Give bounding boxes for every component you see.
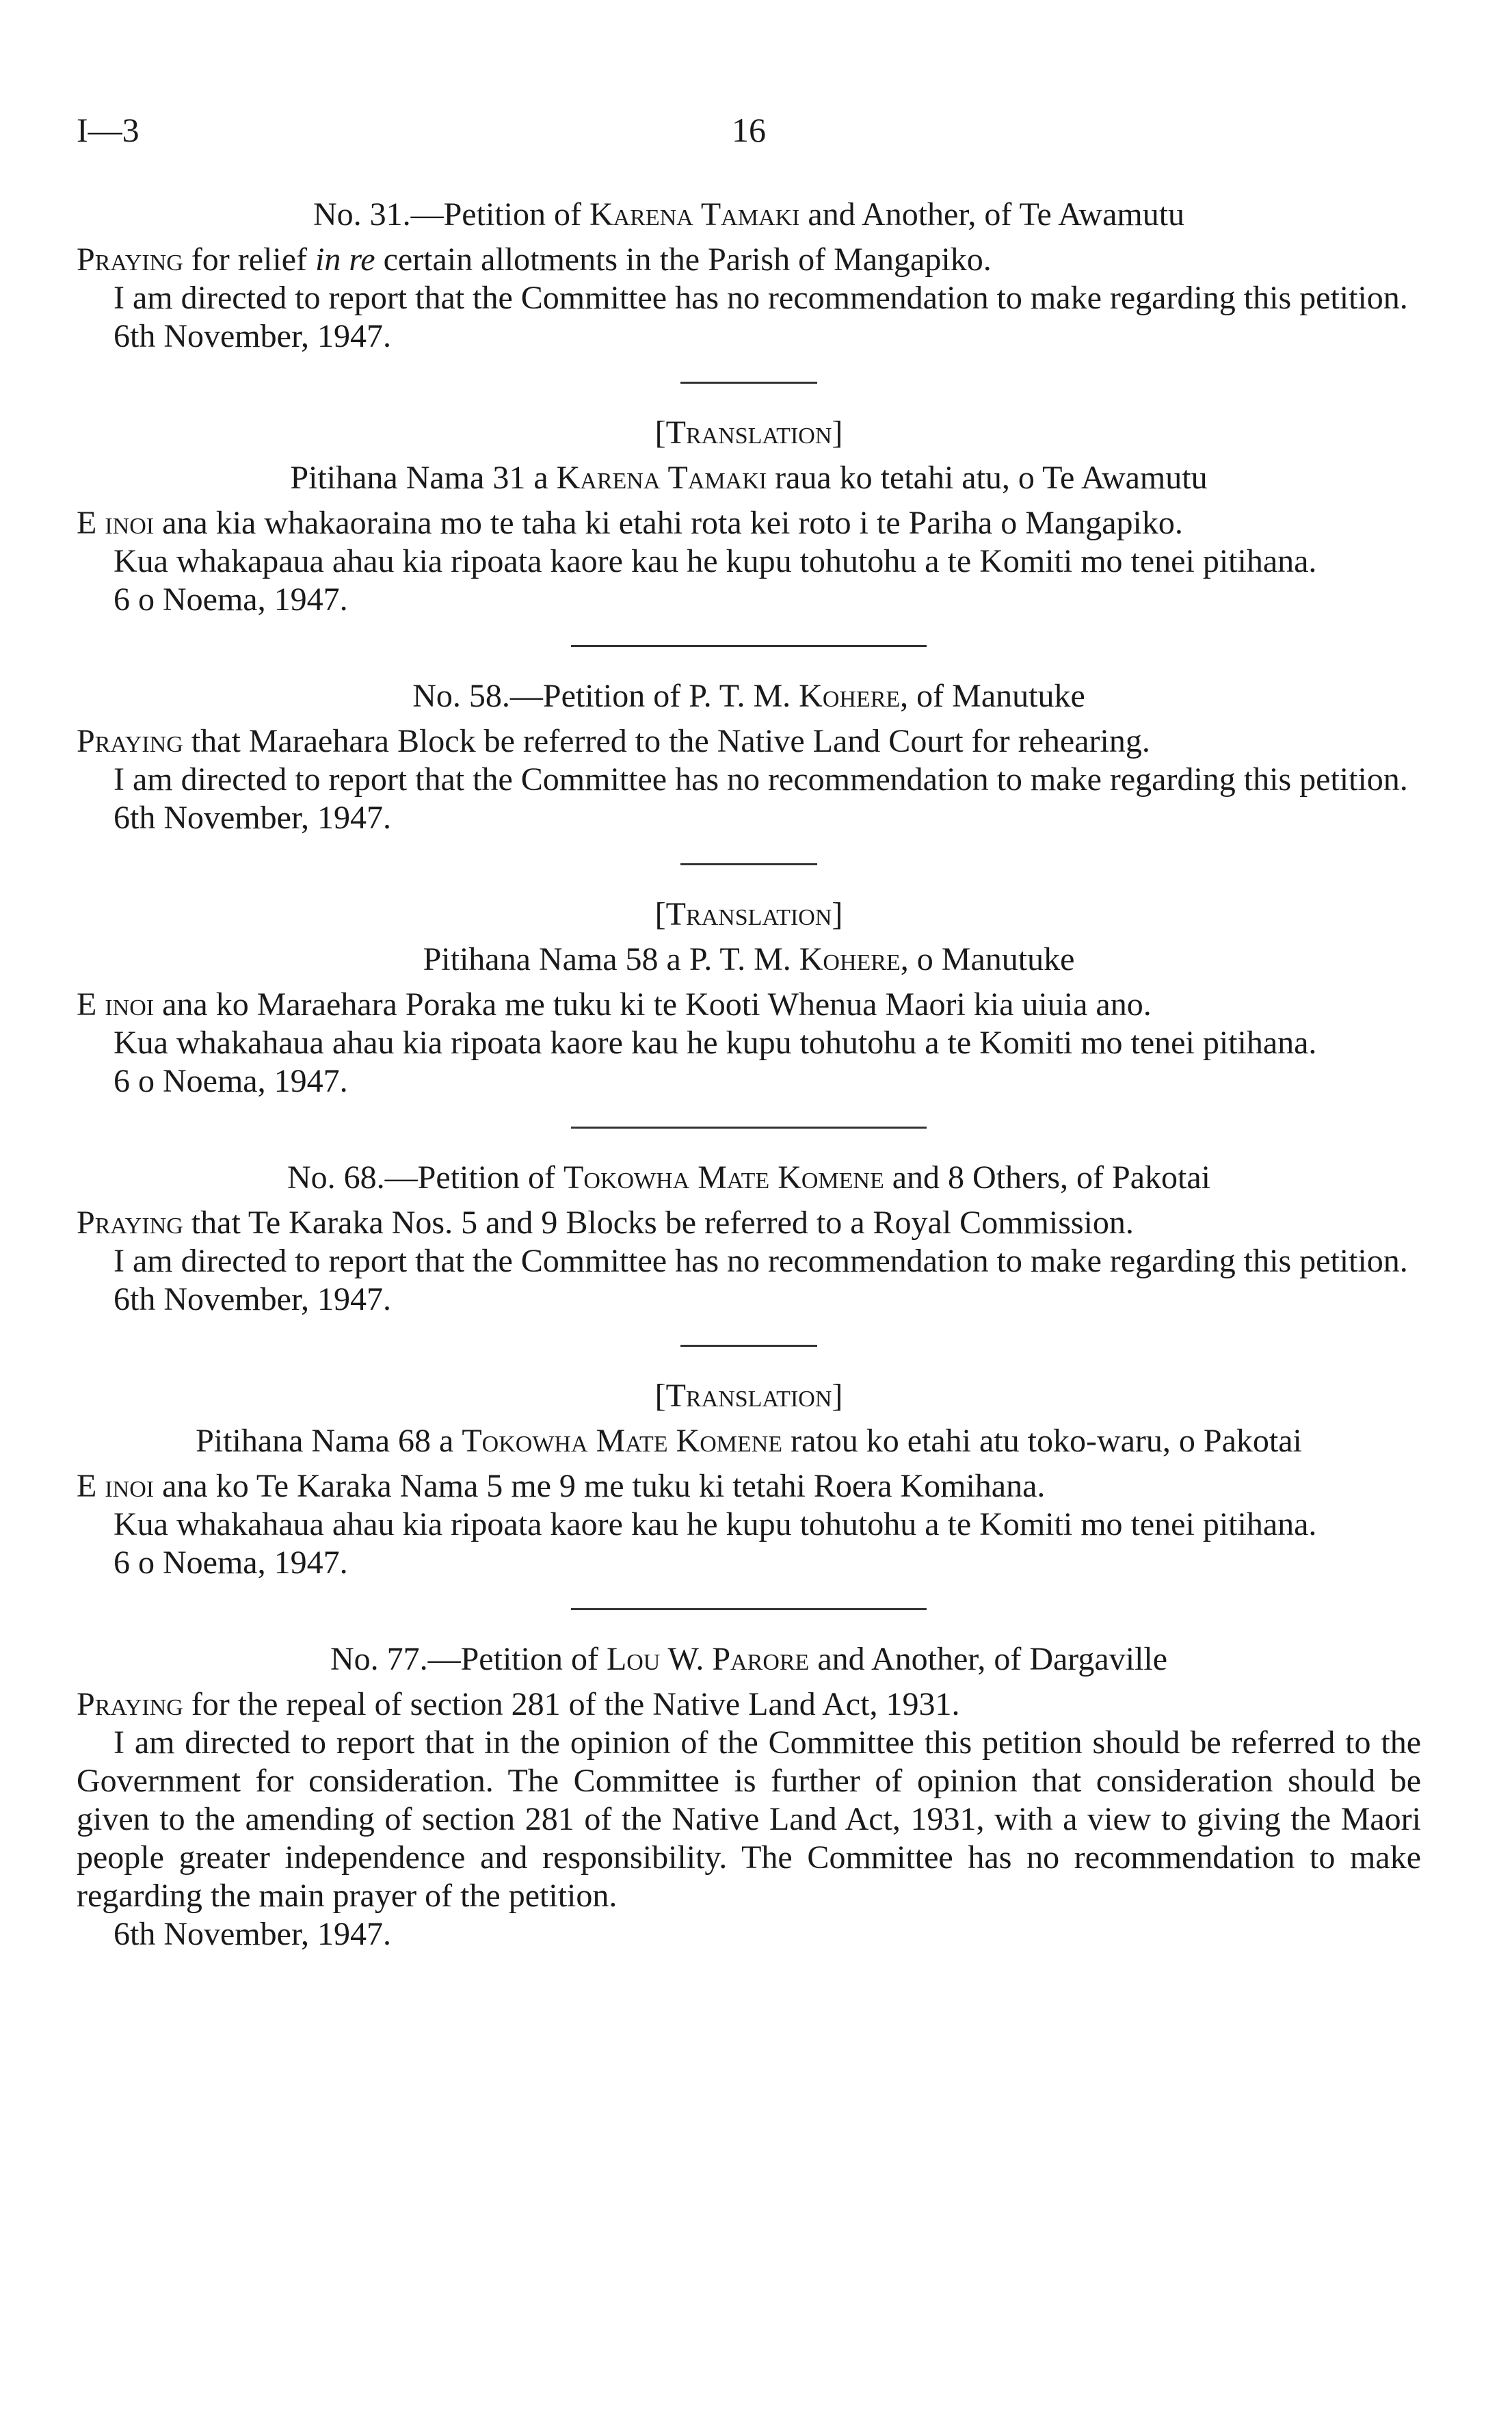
petition-title: No. 58.—Petition of P. T. M. Kohere, of Manutuke	[412, 678, 1085, 714]
translation-report: Kua whakahaua ahau kia ripoata kaore kau he kupu tohutohu a te Komiti mo tenei pitihana.	[114, 1025, 1317, 1061]
translation-date: 6 o Noema, 1947.	[114, 1063, 348, 1099]
divider	[571, 1127, 927, 1129]
translation-heading: [Translation]	[654, 415, 843, 451]
report-paragraph: I am directed to report that the Committee has no recommendation to make regarding this petition.	[114, 1243, 1408, 1279]
divider	[571, 1608, 927, 1610]
praying-paragraph: Praying for the repeal of section 281 of the Native Land Act, 1931.	[77, 1686, 960, 1722]
petition-68	[77, 1159, 1421, 1610]
praying-paragraph: Praying for relief in re certain allotments in the Parish of Mangapiko.	[77, 241, 992, 278]
inoi-paragraph: E inoi ana ko Te Karaka Nama 5 me 9 me tuku ki tetahi Roera Komihana.	[77, 1468, 1046, 1504]
translation-heading: [Translation]	[654, 1378, 843, 1414]
translation-title: Pitihana Nama 58 a P. T. M. Kohere, o Manutuke	[423, 941, 1075, 977]
petition-58	[77, 677, 1421, 1129]
translation-heading: [Translation]	[654, 896, 843, 932]
petition-31	[77, 196, 1421, 647]
date-line: 6th November, 1947.	[114, 800, 392, 836]
report-paragraph: I am directed to report that the Committee has no recommendation to make regarding this petition.	[114, 761, 1408, 798]
date-line: 6th November, 1947.	[114, 318, 392, 354]
divider	[571, 645, 927, 647]
translation-title: Pitihana Nama 68 a Tokowha Mate Komene ratou ko etahi atu toko-waru, o Pakotai	[196, 1423, 1302, 1459]
petitioner-name: Kohere	[799, 678, 901, 714]
document-body	[77, 196, 1421, 1954]
translation-date: 6 o Noema, 1947.	[114, 581, 348, 618]
report-paragraph: I am directed to report that in the opinion of the Committee this petition should be referred to the Government for consideration. The Committee is further of opinion that consideration should be given to the amending of section 281 of the Native Land Act, 1931, with a view to giving the Maori people greater independence and responsibility. The Committee has no recommendation to make regarding the main prayer of the petition.	[77, 1724, 1421, 1914]
page-number: 16	[732, 111, 766, 149]
translation-report: Kua whakahaua ahau kia ripoata kaore kau he kupu tohutohu a te Komiti mo tenei pitihana.	[114, 1506, 1317, 1542]
praying-paragraph: Praying that Te Karaka Nos. 5 and 9 Blocks be referred to a Royal Commission.	[77, 1205, 1134, 1241]
page-header	[0, 111, 1512, 152]
translation-title: Pitihana Nama 31 a Karena Tamaki raua ko tetahi atu, o Te Awamutu	[290, 460, 1208, 496]
translation-report: Kua whakapaua ahau kia ripoata kaore kau he kupu tohutohu a te Komiti mo tenei pitihana.	[114, 543, 1317, 579]
inoi-paragraph: E inoi ana kia whakaoraina mo te taha ki etahi rota kei roto i te Pariha o Mangapiko.	[77, 505, 1183, 541]
inoi-paragraph: E inoi ana ko Maraehara Poraka me tuku ki te Kooti Whenua Maori kia uiuia ano.	[77, 986, 1152, 1023]
divider	[680, 863, 817, 865]
page-reference: I—3	[77, 111, 140, 149]
petitioner-name: Karena Tamaki	[589, 196, 800, 233]
divider	[680, 1345, 817, 1347]
date-line: 6th November, 1947.	[114, 1916, 392, 1952]
petitioner-name: Lou W. Parore	[606, 1641, 810, 1677]
praying-paragraph: Praying that Maraehara Block be referred to the Native Land Court for rehearing.	[77, 723, 1150, 759]
petitioner-name: Tokowha Mate Komene	[563, 1159, 884, 1196]
petition-title: No. 77.—Petition of Lou W. Parore and Another, of Dargaville	[330, 1641, 1168, 1677]
divider	[680, 382, 817, 384]
petition-title: No. 68.—Petition of Tokowha Mate Komene and 8 Others, of Pakotai	[287, 1159, 1210, 1196]
report-paragraph: I am directed to report that the Committee has no recommendation to make regarding this petition.	[114, 280, 1408, 316]
date-line: 6th November, 1947.	[114, 1281, 392, 1317]
petition-77	[77, 1640, 1421, 1954]
petition-title: No. 31.—Petition of Karena Tamaki and Another, of Te Awamutu	[313, 196, 1185, 233]
translation-date: 6 o Noema, 1947.	[114, 1545, 348, 1581]
